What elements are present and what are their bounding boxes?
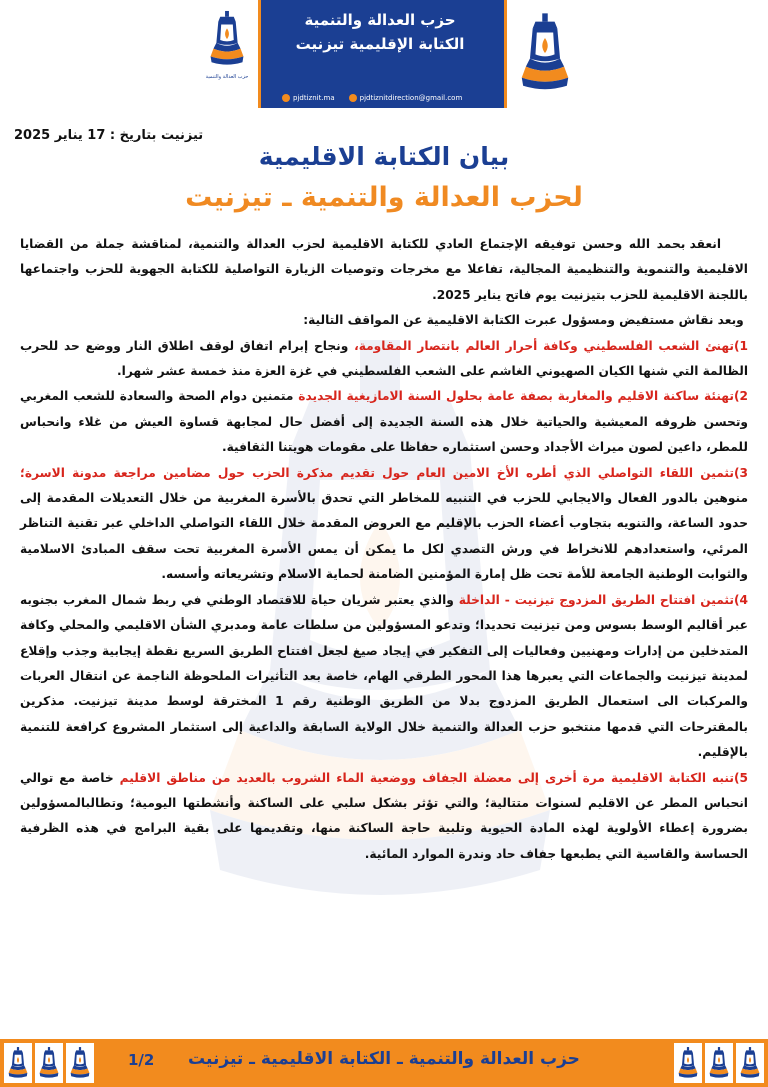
statement-body: [20, 232, 748, 867]
lamp-logo-icon: [677, 1046, 699, 1080]
secretariat-name: الكتابة الإقليمية تيزنيت: [295, 35, 465, 53]
lamp-logo-icon: [708, 1046, 730, 1080]
point-2-highlight: تهنئة ساكنة الاقليم والمغاربة بصفة عامة بحلول السنة الامازيغية الجديدة: [298, 389, 734, 404]
party-logo-right: [504, 0, 583, 108]
logo-caption: حزب العدالة والتنمية: [205, 74, 249, 80]
point-5-highlight: تنبه الكتابة الاقليمية مرة أخرى إلى معضلة الجفاف ووضعية الماء الشروب بالعديد من مناطق الاقليم: [119, 770, 734, 785]
document-subtitle: لحزب العدالة والتنمية ـ تيزنيت: [185, 182, 583, 213]
facebook-handle: pjdtiznit.ma: [293, 94, 335, 102]
page-footer: [0, 1039, 768, 1087]
point-4: 4)تثمين افتتاح الطريق المزدوج تيزنيت - الداخلة والذي يعتبر شريان حياة للاقتصاد الوطني في ربط شمال المغرب بجنوبه عبر أقاليم الوسط بسوس ومن تيزنيت تحديدا؛ وتدعو المسؤولين من سلطات عامة ومدبري الشأن الاقليمي والمحلي وكافة المتدخلين من إدارات ومهنيين وفعاليات إلى التفكير في إيجاد صيغ لجعل افتتاح الطريق السريع نقطة إيجابية وجذب وإقلاع لمدينة تيزنيت والجماعات التي يعبرها هذا المحور الطرقي الهام، خاصة بعد التأثيرات الملحوظة الناجمة عن انتقال العربات والمركبات الى استعمال الطريق المزدوج بدلا من الطريق الوطنية رقم 1 المخترقة لوسط مدينة تيزنيت. مذكرين بالمقترحات التي قدمها منتخبو حزب العدالة والتنمية خلال الولاية السابقة والداعية إلى استثمار المشروع كرافعة للتنمية بالإقليم.: [20, 592, 748, 760]
facebook-icon: [282, 94, 290, 102]
point-2: 2)تهنئة ساكنة الاقليم والمغاربة بصفة عامة بحلول السنة الامازيغية الجديدة متمنين دوام الصحة والسعادة للشعب المغربي وتحسن ظروفه المعيشية والحياتية خلال هذه السنة الجديدة إلى أفضل حال لمجابهة قساوة العيش من غلاء وانحباس للمطر، داعين لصون ميراث الأجداد وحسن استثماره حفاظا على مقومات هويتنا الثقافية.: [20, 389, 748, 455]
lamp-logo-icon: [38, 1046, 60, 1080]
lamp-logo-icon: [207, 10, 247, 68]
point-3: 3)تثمين اللقاء التواصلي الذي أطره الأخ الامين العام حول تقديم مذكرة الحزب حول مضامين مراجعة مدونة الاسرة؛ منوهين بالدور الفعال والايجابي للحزب في التنبيه للمخاطر التي تحدق بالأسرة المغربية من خلال التعديلات المقدمة إلى حدود الساعة، والتنويه بتجاوب أعضاء الحزب بالإقليم مع العروض المقدمة خلال اللقاء التواصلي الداخلي عبر تقنية التناظر المرئي، واستعدادهم للانخراط في ورش التصدي لكل ما يمكن أن يمس الأسرة المغربية تحت سقف المبادئ الاسلامية والثوابت الوطنية الجامعة للأمة تحت ظل إمارة المؤمنين الضامنة لحماية الاسلام وتشريعاته وأسسه.: [20, 465, 748, 582]
point-1: 1)تهنئ الشعب الفلسطيني وكافة أحرار العالم بانتصار المقاومة، ونجاح إبرام اتفاق لوقف اطلاق النار ووضع حد للحرب الظالمة التي شنها الكيان الصهيوني الغاشم على الشعب الفلسطيني في غزة العزة منذ خمسة عشر شهرا.: [20, 338, 748, 379]
footer-text: حزب العدالة والتنمية ـ الكتابة الاقليمية ـ تيزنيت: [188, 1049, 580, 1069]
point-3-highlight: تثمين اللقاء التواصلي الذي أطره الأخ الامين العام حول تقديم مذكرة الحزب حول مضامين مراجعة مدونة الاسرة؛: [20, 465, 734, 480]
footer-logos-left: [4, 1043, 94, 1083]
document-date: تيزنيت بتاريخ : 17 يناير 2025: [14, 128, 204, 143]
letterhead-banner: [196, 0, 552, 108]
letterhead-title: [262, 8, 498, 56]
contact-line: [282, 90, 492, 106]
lamp-logo-icon: [517, 12, 573, 94]
party-logo: [196, 0, 261, 108]
intro-paragraph: انعقد بحمد الله وحسن توفيقه الإجتماع العادي للكتابة الاقليمية لحزب العدالة والتنمية، لمناقشة جملة من القضايا الاقليمية والتنموية والتنظيمية المجالية، تفاعلا مع مخرجات وتوصيات الزيارة التواصلية للكتابة الجهوية للحزب واجتماعها باللجنة الاقليمية للحزب بتيزنيت يوم فاتح يناير 2025.: [20, 237, 748, 302]
lamp-logo-icon: [69, 1046, 91, 1080]
party-name: حزب العدالة والتنمية: [304, 11, 456, 29]
point-5: 5)تنبه الكتابة الاقليمية مرة أخرى إلى معضلة الجفاف ووضعية الماء الشروب بالعديد من مناطق الاقليم خاصة مع توالي انحباس المطر عن الاقليم لسنوات متتالية؛ والتي تؤثر بشكل سلبي على الساكنة وأنشطتها اليومية؛ وتطالبالمسؤولين بضرورة إعطاء الأولوية لهذه المادة الحيوية وتلبية حاجة الساكنة منها، وتقديمها على بقية البرامج في هذه الظرفية الحساسة والقاسية التي يطبعها جفاف حاد وندرة الموارد المائية.: [20, 770, 748, 861]
email-address: pjdtiznitdirection@gmail.com: [359, 94, 463, 102]
page-number: 1/2: [128, 1051, 155, 1069]
point-4-highlight: تثمين افتتاح الطريق المزدوج تيزنيت - الداخلة: [458, 592, 734, 607]
lamp-logo-icon: [7, 1046, 29, 1080]
document-title: بيان الكتابة الاقليمية: [258, 142, 510, 171]
intro-paragraph-2: وبعد نقاش مستفيض ومسؤول عبرت الكتابة الاقليمية عن المواقف التالية:: [303, 313, 744, 328]
email-contact: [349, 94, 463, 102]
email-icon: [349, 94, 357, 102]
footer-logos-right: [674, 1043, 764, 1083]
point-1-highlight: تهنئ الشعب الفلسطيني وكافة أحرار العالم بانتصار المقاومة،: [354, 338, 734, 353]
lamp-logo-icon: [739, 1046, 761, 1080]
facebook-contact: [282, 94, 335, 102]
